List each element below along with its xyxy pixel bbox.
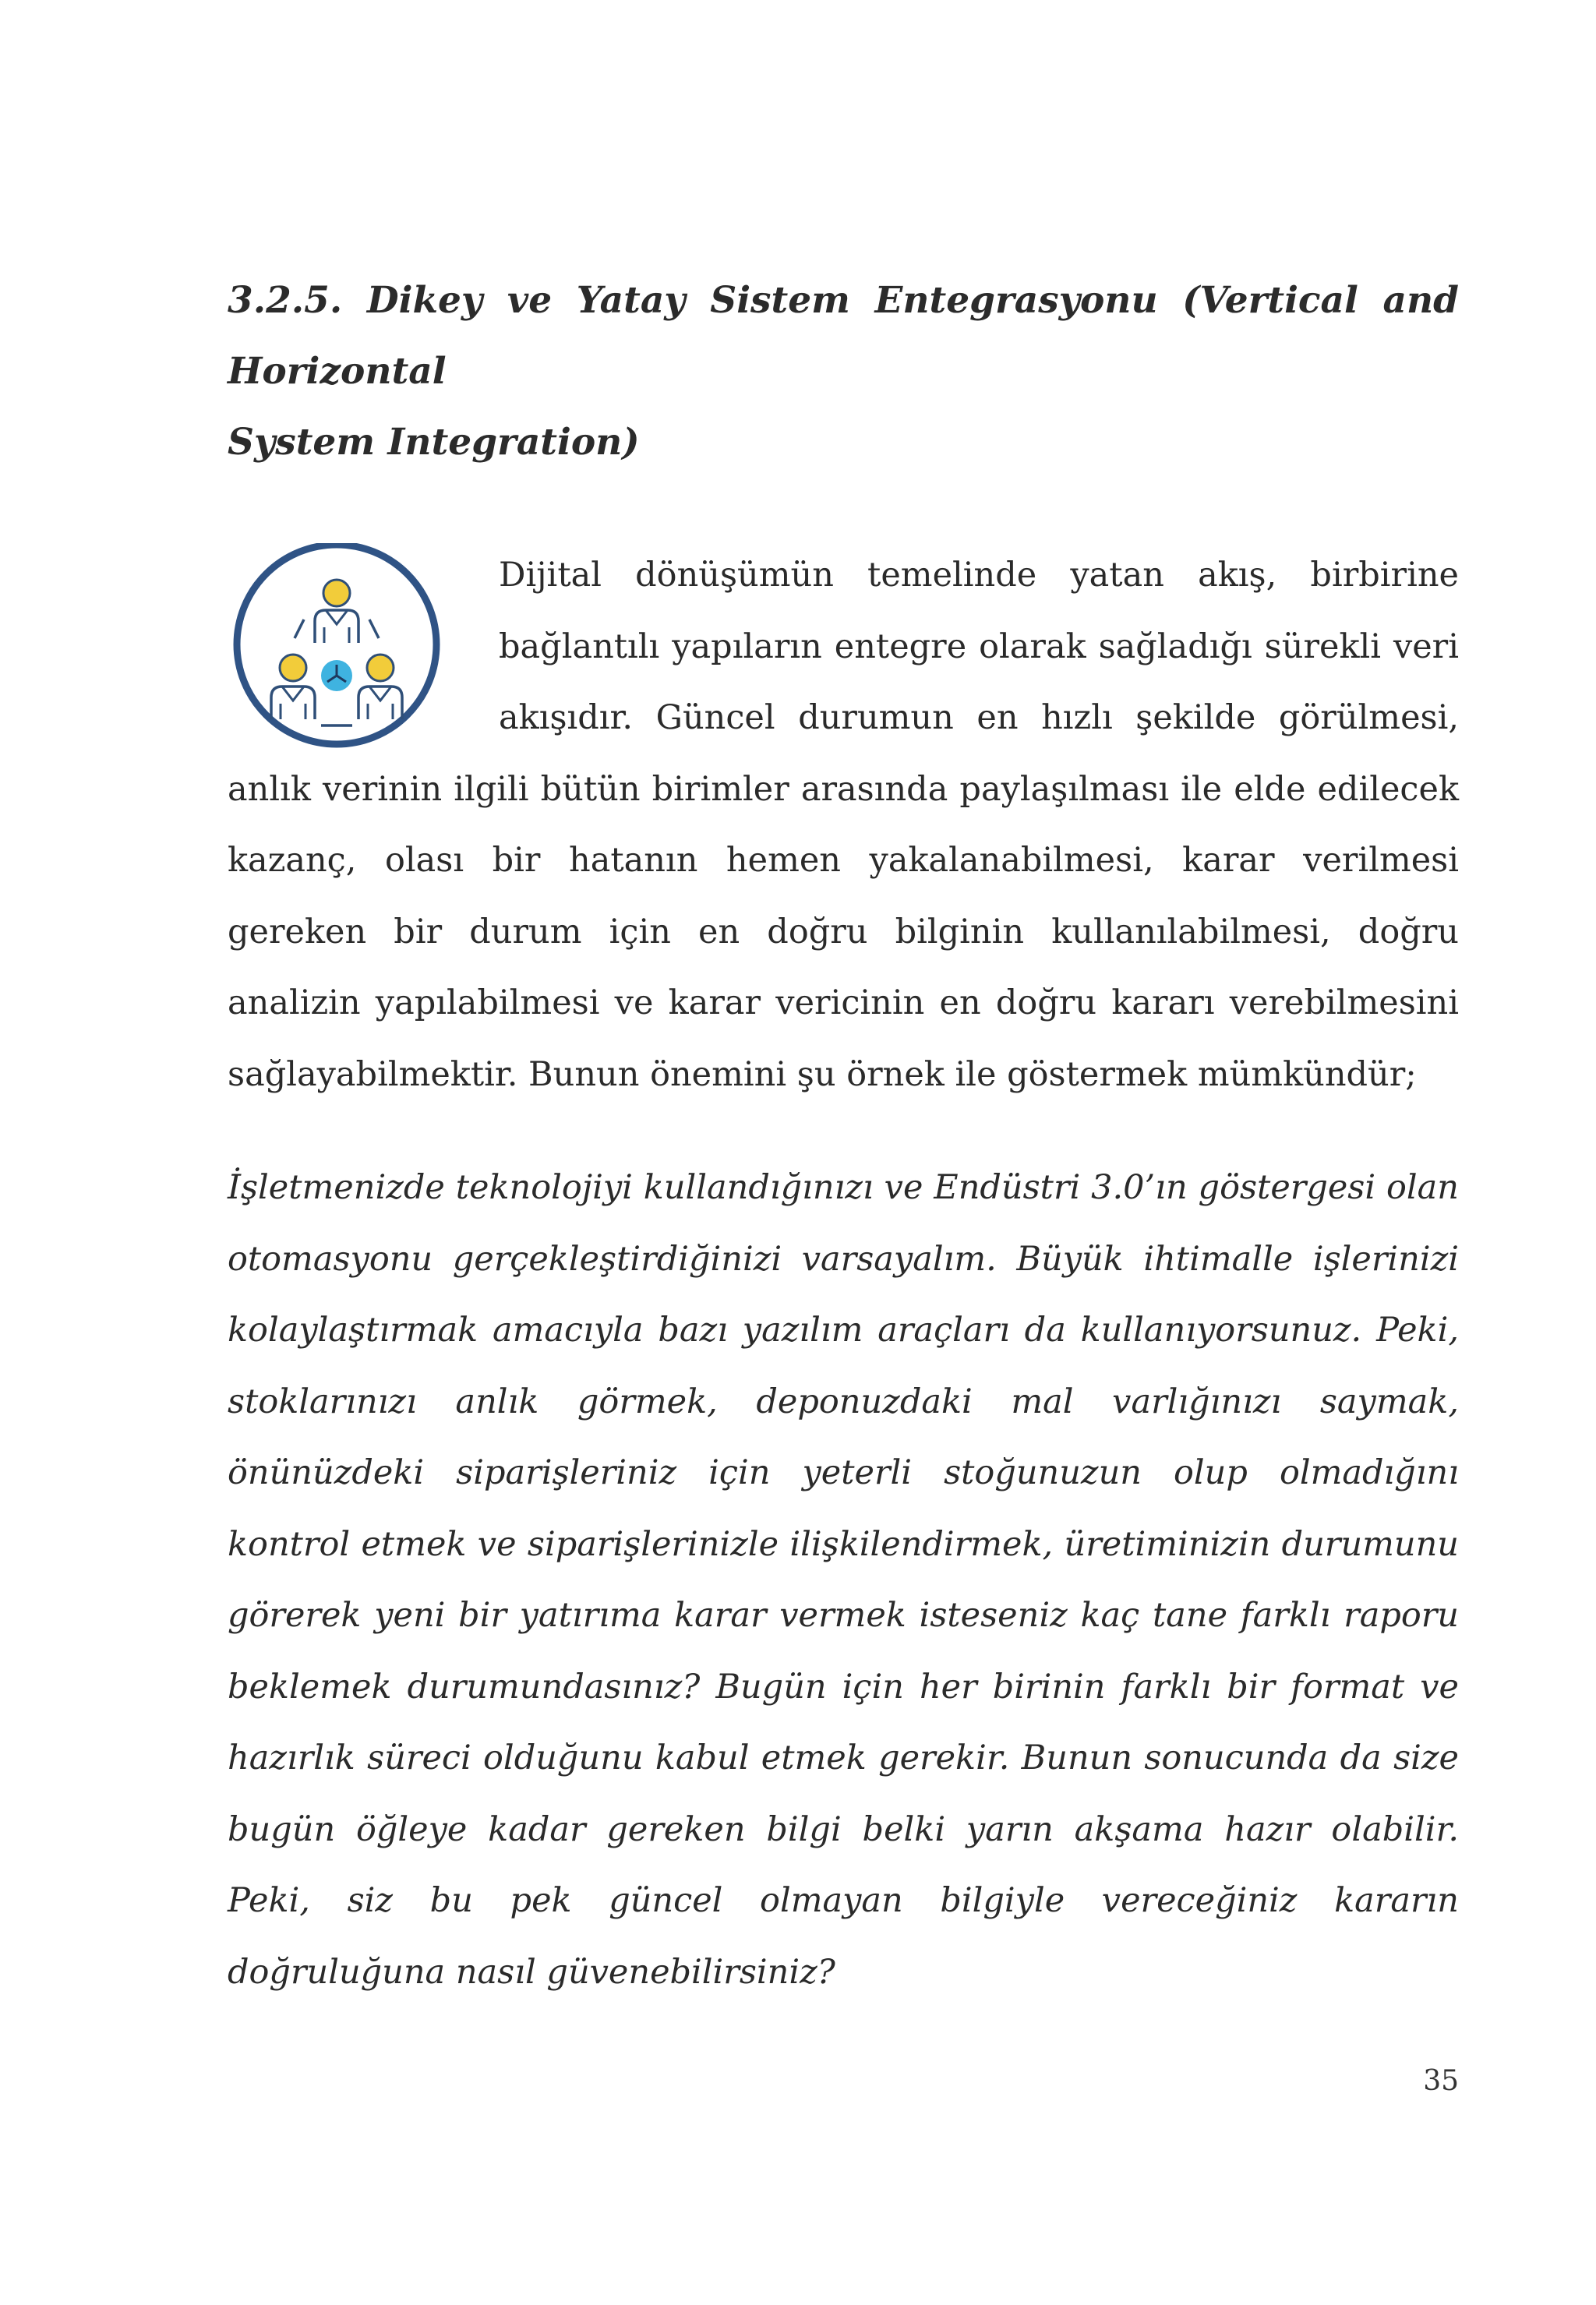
section-heading-line2: System Integration) xyxy=(228,421,640,464)
section-body xyxy=(228,540,1459,2008)
section-heading-line1: 3.2.5. Dikey ve Yatay Sistem Entegrasyonu (Vertical and Horizontal xyxy=(228,279,1459,393)
body-paragraph: Dijital dönüşümün temelinde yatan akış, birbirine bağlantılı yapıların entegre olarak sağladığı sürekli veri akışıdır. Güncel durumun en hızlı şekilde görülmesi, anlık verinin ilgili bütün birimler arasında paylaşılması ile elde edilecek kazanç, olası bir hatanın hemen yakalanabilmesi, karar verilmesi gereken bir durum için en doğru bilginin kullanılabilmesi, doğru analizin yapılabilmesi ve karar vericinin en doğru kararı verebilmesini sağlayabilmektir. Bunun önemini şu örnek ile göstermek mümkündür; xyxy=(228,556,1459,1094)
team-network-icon xyxy=(228,543,464,754)
section-heading xyxy=(228,265,1459,478)
example-paragraph: İşletmenizde teknolojiyi kullandığınızı ve Endüstri 3.0’ın göstergesi olan otomasyonu gerçekleştirdiğinizi varsayalım. Büyük ihtimalle işlerinizi kolaylaştırmak amacıyla bazı yazılım araçları da kullanıyorsunuz. Peki, stoklarınızı anlık görmek, deponuzdaki mal varlığınızı saymak, önünüzdeki siparişleriniz için yeterli stoğunuzun olup olmadığını kontrol etmek ve siparişlerinizle ilişkilendirmek, üretiminizin durumunu görerek yeni bir yatırıma karar vermek isteseniz kaç tane farklı raporu beklemek durumundasınız? Bugün için her birinin farklı bir format ve hazırlık süreci olduğunu kabul etmek gerekir. Bunun sonucunda da size bugün öğleye kadar gereken bilgi belki yarın akşama hazır olabilir. Peki, siz bu pek güncel olmayan bilgiyle vereceğiniz kararın doğruluğuna nasıl güvenebilirsiniz? xyxy=(228,1168,1459,1992)
page-number: 35 xyxy=(1423,2065,1459,2097)
page-content xyxy=(228,265,1459,2008)
